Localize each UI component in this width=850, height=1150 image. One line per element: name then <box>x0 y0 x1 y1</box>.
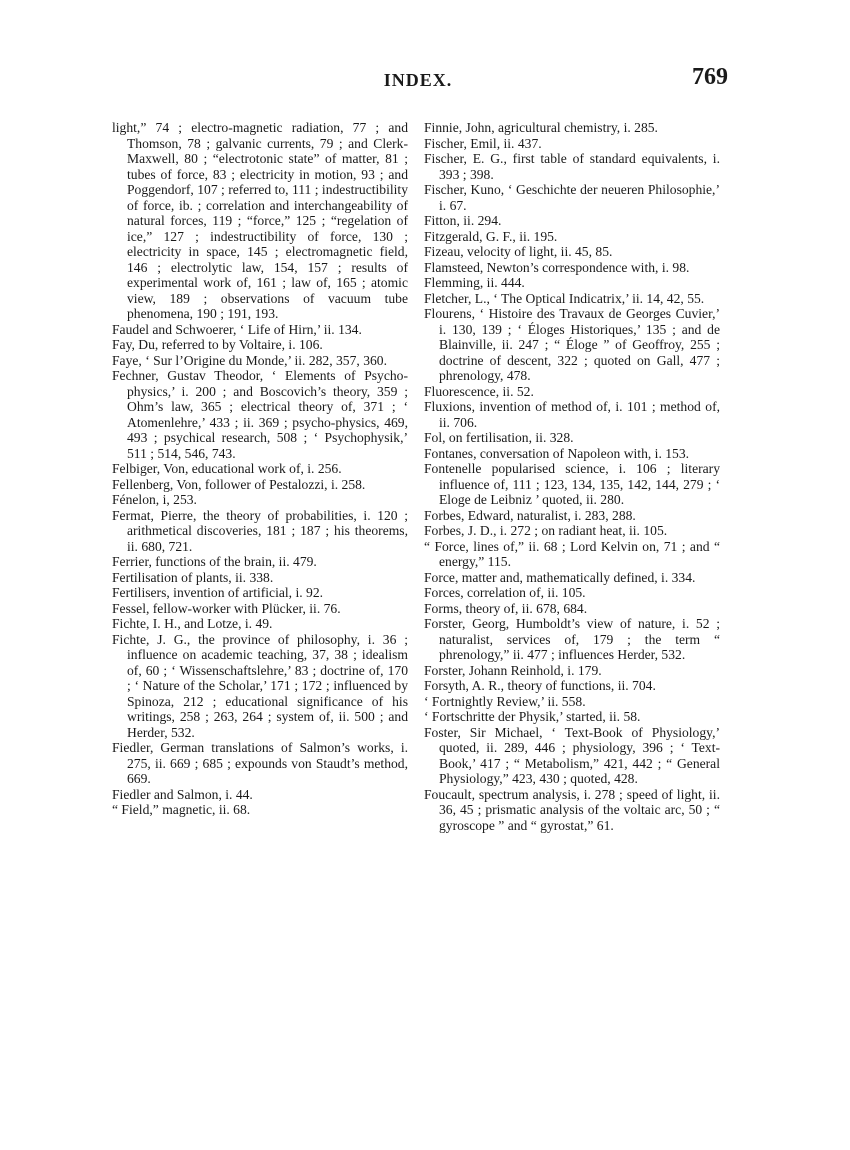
index-entry: Force, matter and, mathematically defined, i. 334. <box>424 569 696 585</box>
index-entry: Forms, theory of, ii. 678, 684. <box>424 600 588 616</box>
index-entry: Forbes, Edward, naturalist, i. 283, 288. <box>424 507 636 523</box>
index-entry: Fertilisers, invention of artificial, i. 92. <box>112 585 324 600</box>
index-entry: Finnie, John, agricultural chemistry, i. 285. <box>424 120 658 135</box>
index-entry: Fontenelle popularised science, i. 106 ; literary influence of, 111 ; 123, 134, 135, 142, 144, 279 ; ‘ Eloge de Leibniz ’ quoted, ii. 280. <box>424 461 720 507</box>
index-entry: Fiedler and Salmon, i. 44. <box>112 786 253 802</box>
index-entry: Forster, Johann Reinhold, i. 179. <box>424 662 602 678</box>
page-title: INDEX. <box>383 70 453 90</box>
index-entry: Fiedler, German translations of Salmon’s works, i. 275, ii. 669 ; 685 ; expounds von Staudt’s method, 669. <box>112 740 408 786</box>
index-entry: Fessel, fellow-worker with Plücker, ii. 76. <box>112 600 341 616</box>
index-entry: light,” 74 ; electro-magnetic radiation, 77 ; and Thomson, 78 ; galvanic currents, 79 ; and Clerk-Maxwell, 80 ; “electrotonic state” of matter, 81 ; tubes of force, 83 ; electricity in motion, 93 ; and Poggendorf, 107 ; referred to, 111 ; indestructibility of force, ib. ; correlation and interchangeability of natural forces, 119 ; “force,” 125 ; “regelation of ice,” 127 ; indestructibility of force, 130 ; electricity in space, 145 ; electromagnetic field, 146 ; electrolytic law, 154, 157 ; results of experimental work of, 161 ; law of, 165 ; atomic view, 189 ; observations of vacuum tube phenomena, 190 ; 191, 193. <box>112 120 409 321</box>
index-entry: ‘ Fortnightly Review,’ ii. 558. <box>424 693 586 709</box>
index-entry: Fletcher, L., ‘ The Optical Indicatrix,’ ii. 14, 42, 55. <box>424 290 705 306</box>
index-entry: Fermat, Pierre, the theory of probabilities, i. 120 ; arithmetical discoveries, 181 ; 187 ; his theorems, ii. 680, 721. <box>112 507 408 554</box>
index-entry: Flemming, ii. 444. <box>424 275 525 290</box>
index-entry: Fischer, Kuno, ‘ Geschichte der neueren Philosophie,’ i. 67. <box>424 182 720 213</box>
index-entry: Foster, Sir Michael, ‘ Text-Book of Physiology,’ quoted, ii. 289, 446 ; physiology, 396 ; ‘ Text-Book,’ 417 ; “ Metabolism,” 421, 442 ; “ General Physiology,” 423, 430 ; quoted, 428. <box>424 724 720 786</box>
index-entry: Felbiger, Von, educational work of, i. 256. <box>112 461 342 476</box>
index-entry: Fichte, I. H., and Lotze, i. 49. <box>112 616 273 631</box>
index-entry: Faye, ‘ Sur l’Origine du Monde,’ ii. 282, 357, 360. <box>112 352 387 368</box>
index-entry: Fitzgerald, G. F., ii. 195. <box>424 228 558 244</box>
index-entry: Fay, Du, referred to by Voltaire, i. 106. <box>112 337 323 352</box>
index-entry: “ Field,” magnetic, ii. 68. <box>112 802 251 817</box>
index-column-left <box>112 120 408 818</box>
index-entry: Fechner, Gustav Theodor, ‘ Elements of Psycho-physics,’ i. 200 ; and Boscovich’s theory, 359 ; Ohm’s law, 365 ; electrical theory of, 371 ; ‘ Atomenlehre,’ 433 ; ii. 369 ; psycho-physics, 469, 493 ; psychical research, 508 ; ‘ Psychophysik,’ 511 ; 514, 546, 743. <box>112 368 408 461</box>
index-entry: Fichte, J. G., the province of philosophy, i. 36 ; influence on academic teaching, 37, 38 ; idealism of, 60 ; ‘ Wissenschaftslehre,’ 83 ; doctrine of, 170 ; ‘ Nature of the Scholar,’ 171 ; 172 ; influenced by Spinoza, 212 ; educational significance of his writings, 258 ; 263, 264 ; system of, ii. 500 ; and Herder, 532. <box>112 631 408 740</box>
index-entry: Fénelon, i, 253. <box>112 492 197 507</box>
index-entry: Fertilisation of plants, ii. 338. <box>112 569 274 585</box>
index-entry: ‘ Fortschritte der Physik,’ started, ii. 58. <box>424 709 641 724</box>
page-header <box>108 64 728 98</box>
index-entry: Foucault, spectrum analysis, i. 278 ; speed of light, ii. 36, 45 ; prismatic analysis of the voltaic arc, 50 ; “ gyroscope ” and “ gyrostat,” 61. <box>424 786 720 833</box>
index-entry: Forbes, J. D., i. 272 ; on radiant heat, ii. 105. <box>424 523 668 538</box>
index-entry: Faudel and Schwoerer, ‘ Life of Hirn,’ ii. 134. <box>112 321 362 337</box>
index-entry: Forster, Georg, Humboldt’s view of nature, i. 52 ; naturalist, services of, 179 ; the term “ phrenology,” ii. 477 ; influences Herder, 532. <box>424 616 720 662</box>
index-entry: Fellenberg, Von, follower of Pestalozzi, i. 258. <box>112 476 366 492</box>
index-entry: Fluorescence, ii. 52. <box>424 383 534 399</box>
index-entry: Fol, on fertilisation, ii. 328. <box>424 430 574 445</box>
index-entry: Forces, correlation of, ii. 105. <box>424 585 586 600</box>
index-entry: Fischer, E. G., first table of standard equivalents, i. 393 ; 398. <box>424 151 720 182</box>
index-entry: Fontanes, conversation of Napoleon with, i. 153. <box>424 445 690 461</box>
index-entry: Fluxions, invention of method of, i. 101 ; method of, ii. 706. <box>424 399 720 430</box>
index-entry: Flourens, ‘ Histoire des Travaux de Georges Cuvier,’ i. 130, 139 ; ‘ Éloges Historiques,’ 135 ; and de Blainville, ii. 247 ; “ Éloge ” of Geoffroy, 255 ; doctrine of descent, 322 ; quoted on Gall, 477 ; phrenology, 478. <box>424 306 720 383</box>
index-entry: “ Force, lines of,” ii. 68 ; Lord Kelvin on, 71 ; and “ energy,” 115. <box>424 538 720 569</box>
index-entry: Fizeau, velocity of light, ii. 45, 85. <box>424 244 613 259</box>
page-number: 769 <box>692 64 728 90</box>
index-entry: Fitton, ii. 294. <box>424 213 502 228</box>
index-entry: Fischer, Emil, ii. 437. <box>424 135 542 151</box>
index-entry: Ferrier, functions of the brain, ii. 479. <box>112 554 317 569</box>
index-column-right <box>424 120 720 833</box>
index-entry: Forsyth, A. R., theory of functions, ii. 704. <box>424 678 656 693</box>
index-entry: Flamsteed, Newton’s correspondence with, i. 98. <box>424 259 690 275</box>
